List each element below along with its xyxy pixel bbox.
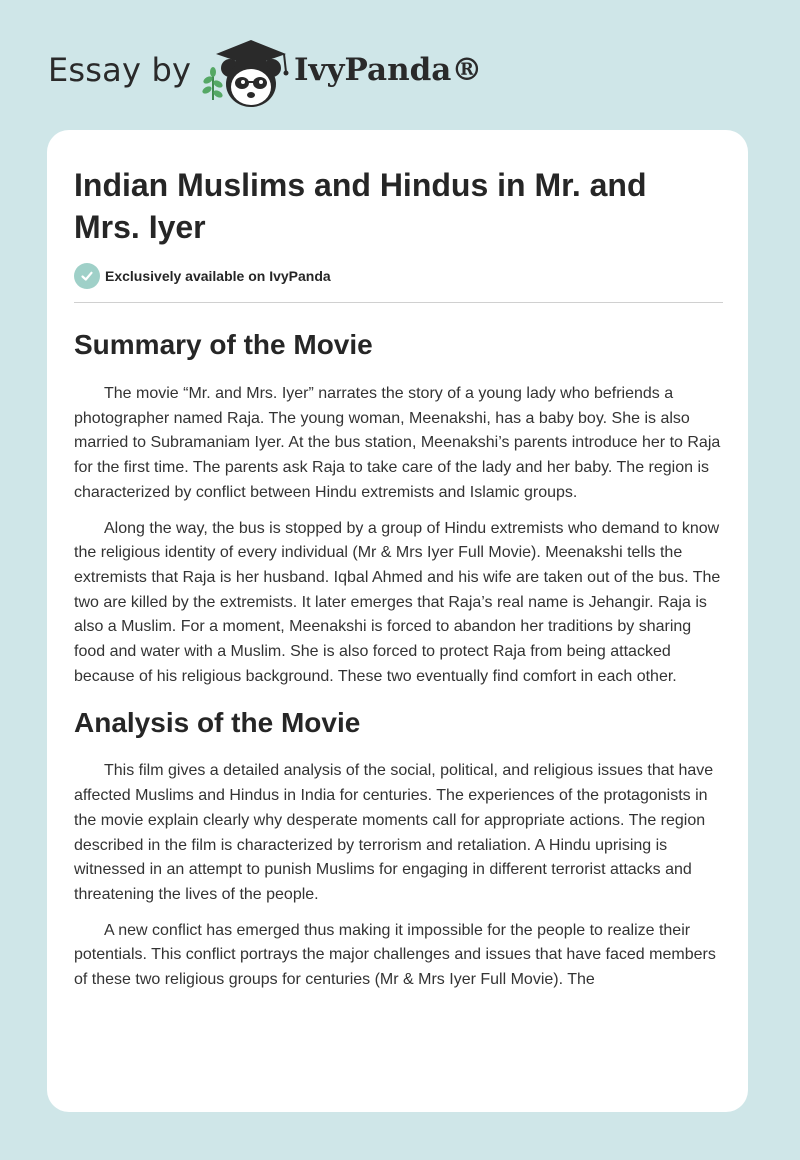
- brand-prefix: Essay by: [48, 51, 192, 89]
- essay-body: [74, 322, 726, 1004]
- badge-text: Exclusively available on IvyPanda: [105, 268, 331, 284]
- page-title: Indian Muslims and Hindus in Mr. and Mrs. Iyer: [74, 167, 647, 245]
- paragraph: Along the way, the bus is stopped by a group of Hindu extremists who demand to know the religious identity of every individual (Mr & Mrs Iyer Full Movie). Meenakshi tells the extremists that Raja is her husband. Iqbal Ahmed and his wife are taken out of the bus. The two are killed by the extremists. It later emerges that Raja’s real name is Jehangir. Raja is also a Muslim. For a moment, Meenakshi is forced to abandon her traditions by sharing food and water with a Muslim. She is also forced to protect Raja from being attacked because of his religious background. These two eventually find comfort in each other.: [74, 519, 721, 685]
- section-heading-summary: Summary of the Movie: [74, 329, 373, 360]
- panda-logo-icon[interactable]: [200, 34, 300, 110]
- brand-name[interactable]: IvyPanda®: [294, 52, 483, 88]
- header: [0, 0, 800, 130]
- essay-card: [47, 130, 748, 1112]
- checkmark-icon: [74, 263, 100, 289]
- exclusive-badge: [74, 262, 331, 290]
- paragraph: The movie “Mr. and Mrs. Iyer” narrates the story of a young lady who befriends a photographer named Raja. The young woman, Meenakshi, has a baby boy. She is also married to Subramaniam Iyer. At the bus station, Meenakshi’s parents introduce her to Raja for the first time. The parents ask Raja to take care of the lady and her baby. The region is characterized by conflict between Hindu extremists and Islamic groups.: [74, 385, 721, 501]
- paragraph: This film gives a detailed analysis of the social, political, and religious issues that have affected Muslims and Hindus in India for centuries. The experiences of the protagonists in the movie explain clearly why desperate moments call for appropriate actions. The region described in the film is characterized by terrorism and retaliation. A Hindu uprising is witnessed in an attempt to punish Muslims for engaging in different terrorist attacks and threatening the lives of the people.: [74, 762, 714, 903]
- divider: [74, 302, 723, 303]
- paragraph: A new conflict has emerged thus making it impossible for the people to realize their potentials. This conflict portrays the major challenges and issues that have faced members of these two religious groups for centuries (Mr & Mrs Iyer Full Movie). The: [74, 921, 716, 989]
- section-heading-analysis: Analysis of the Movie: [74, 707, 361, 739]
